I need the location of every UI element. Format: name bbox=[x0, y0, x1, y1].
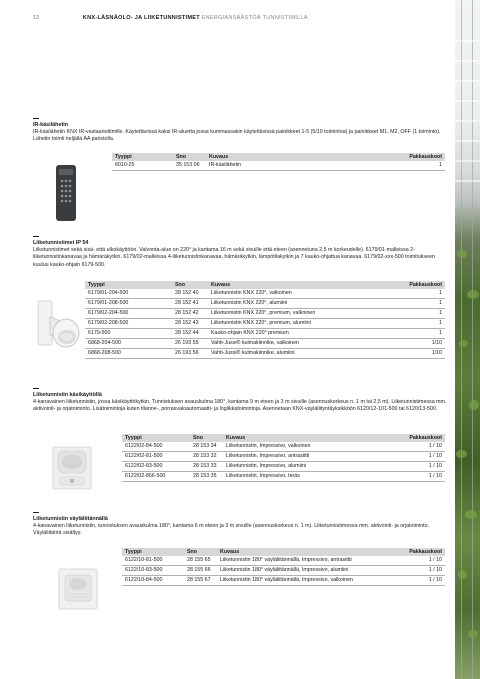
page-title: KNX-LÄSNÄOLO- JA LIIKETUNNISTIMET bbox=[82, 15, 200, 21]
page-subtitle: ENERGIANSÄÄSTÖÄ TUNNISTIMILLA bbox=[201, 15, 308, 21]
table-row: 6179/02-204-500 28 152 42 Liiketunnistin KNX 220°, premium, valkoinen 1 bbox=[85, 309, 445, 319]
table-header: Tyyppi Sno Kuvaus Pakkauskoot bbox=[85, 281, 445, 289]
page-header bbox=[33, 13, 413, 23]
product-table-ir-remote bbox=[112, 153, 445, 171]
col-pack: Pakkauskoot bbox=[395, 153, 445, 161]
table-row: 6122/10-81-500 28 155 65 Liiketunnistin 180° väyläliitännällä, Impressivo, antrasiitti 1 / 10 bbox=[122, 556, 445, 566]
building-facade-photo bbox=[455, 0, 480, 679]
section-description: 4-kanavainen liiketunnistin, jossa käsikäyttökytkin. Tunnistuksen avauskulma 180°, kantama 9 m eteen ja 3 m sivuille (asennuskorkeus n. 1 m tai 2,5 m). Liiketunnistimessa mm. aktivointi- ja orjatoiminto. Lisätoimintoja kuten tilanne-, porrasvaloautomaatti- ja logiikkatoimintoja. Asennetaan KNX-väyläliityntäyksikköön 6120/12-101-500 tai 6120/13-500. bbox=[33, 399, 447, 413]
table-row: 6122/02-81-500 28 153 32 Liiketunnistin, Impressivo, antrasiitti 1 / 10 bbox=[122, 452, 445, 462]
table-row: 6122/10-84-500 28 155 67 Liiketunnistin 180° väyläliitännällä, Impressivo, valkoinen 1 / 10 bbox=[122, 576, 445, 586]
table-row: 6179/01-204-500 28 152 40 Liiketunnistin KNX 220°, valkoinen 1 bbox=[85, 289, 445, 299]
section-ip54-sensors bbox=[33, 236, 448, 269]
table-row: 6868-208-500 26 193 56 Vahti-Jussi® kulmakiinnike, alumiini 1/10 bbox=[85, 349, 445, 359]
table-row: 6122/10-83-500 28 155 66 Liiketunnistin 180° väyläliitännällä, Impressivo, alumiini 1 / 10 bbox=[122, 566, 445, 576]
col-sno: Sno bbox=[173, 153, 206, 161]
col-desc: Kuvaus bbox=[206, 153, 395, 161]
section-title: IR-käsilähetin bbox=[33, 122, 69, 128]
table-header bbox=[112, 153, 445, 161]
table-header: Tyyppi Sno Kuvaus Pakkauskoot bbox=[122, 548, 445, 556]
ir-remote-control-image bbox=[55, 164, 77, 222]
table-row: 6122/02-83-500 28 153 33 Liiketunnistin, Impressivo, alumiini 1 / 10 bbox=[122, 462, 445, 472]
section-manual-sensor bbox=[33, 388, 448, 414]
product-table-manual-sensor bbox=[122, 434, 445, 482]
section-description: IR-käsilähetin KNX IR-vastaanottimille. Käytettävissä kaksi IR-aluetta jossa kummassakin käytettävissä painikkeet 1-5 (5/10 toimintoa) ja painikkeet M1, M2, OFF (1 toiminto). Lähetin toimii neljällä AA paristolla. bbox=[33, 129, 441, 143]
page-number: 12 bbox=[33, 15, 40, 21]
section-description: 4-kanavainen liiketunnistin, tunnistuksen avauskulma 180°, kantama 6 m eteen ja 3 m sivuille (asennuskorkeus n. 1 m). Liiketunnistimessa mm. aktivointi- ja orjatoiminto. Väyläliitäntä sisältyy. bbox=[33, 523, 430, 537]
table-row: 6010-25 35 153 06 IR-käsilähetin 1 bbox=[112, 161, 445, 171]
table-row: 6179/01-208-500 28 152 41 Liiketunnistin KNX 220°, alumiini 1 bbox=[85, 299, 445, 309]
table-header: Tyyppi Sno Kuvaus Pakkauskoot bbox=[122, 434, 445, 442]
table-row: 6122/02-866-500 28 153 35 Liiketunnistin, Impressivo, teräs 1 / 10 bbox=[122, 472, 445, 482]
outdoor-motion-sensor-image bbox=[36, 297, 84, 355]
table-row: 6868-204-500 26 193 55 Vahti-Jussi® kulmakiinnike, valkoinen 1/10 bbox=[85, 339, 445, 349]
section-ir-remote bbox=[33, 118, 448, 144]
section-bus-sensor bbox=[33, 512, 448, 538]
section-title: Liiketunnistimet IP 54 bbox=[33, 240, 89, 246]
section-title: Liiketunnistin väyläliitännällä bbox=[33, 516, 108, 522]
table-row: 6179/02-208-500 28 152 43 Liiketunnistin KNX 220°, premium, alumiini 1 bbox=[85, 319, 445, 329]
section-title: Liiketunnistin käsikäyttöllä bbox=[33, 392, 102, 398]
wall-motion-sensor-manual-image bbox=[52, 446, 92, 490]
product-table-ip54 bbox=[85, 281, 445, 359]
table-row: 6122/02-84-500 28 153 34 Liiketunnistin, Impressivo, valkoinen 1 / 10 bbox=[122, 442, 445, 452]
product-table-bus-sensor bbox=[122, 548, 445, 586]
col-type: Tyyppi bbox=[112, 153, 173, 161]
section-description: Liiketunnistimet sekä sisä- että ulkokäyttöön. Valvonta-alue on 220° ja kantama 16 m sekä sivuille että eteen (asennetuna 2,5 m korkeudelle). 6179/01-malleissa 2-liiketunnistinkanavaa ja hämäräkytkin. 6179/02-malleissa 4-liiketunnistinkanavaa, hämäräkytkin, lämpötilakytkin ja 7 kauko-ohjattua kanavaa. 6179/02-xxx-500 toimitukseen kuuluu kauko-ohjain 6179-500. bbox=[33, 247, 435, 268]
wall-motion-sensor-bus-image bbox=[58, 568, 98, 610]
table-row: 6179-500 28 152 44 Kauko-ohjain KNX 220° premium 1 bbox=[85, 329, 445, 339]
